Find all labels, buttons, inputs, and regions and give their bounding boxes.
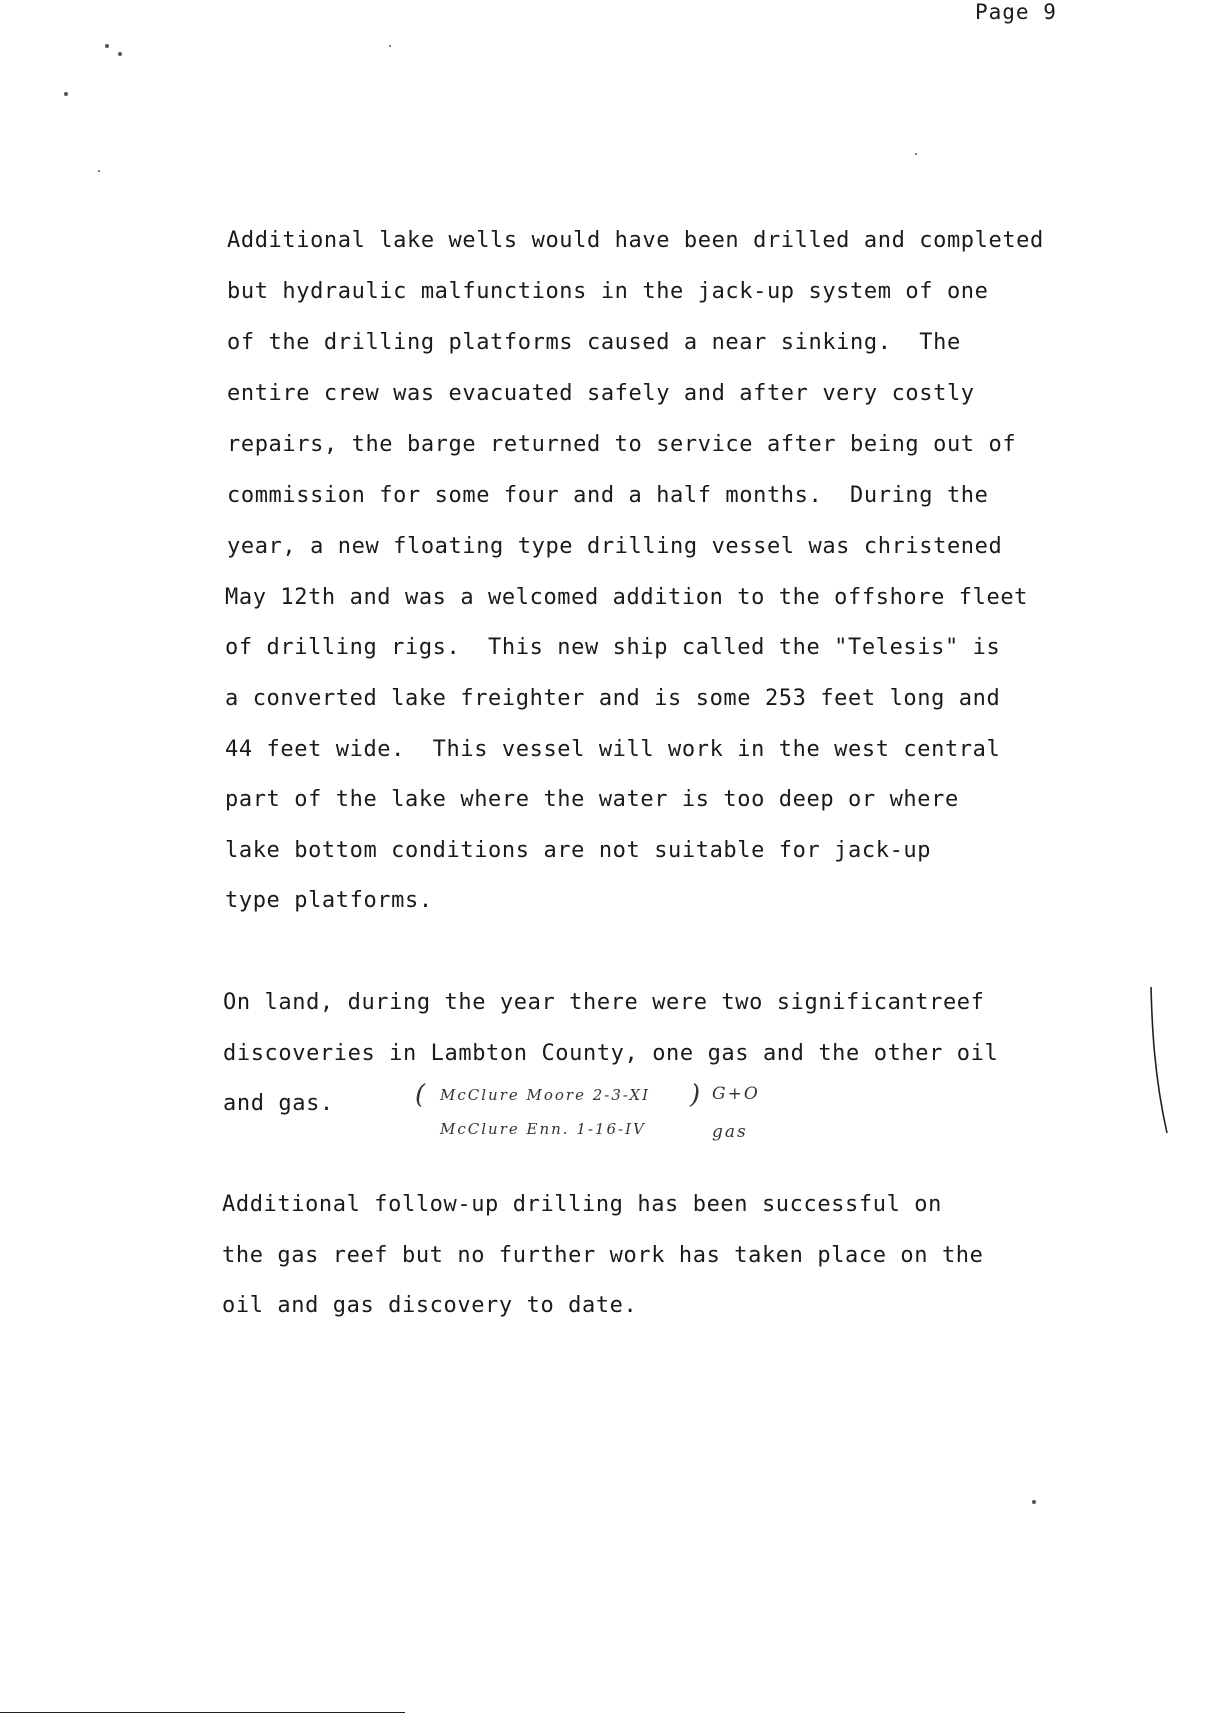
text-line: but hydraulic malfunctions in the jack-up system of one	[227, 279, 989, 304]
scan-speck	[98, 170, 100, 172]
handwritten-open-paren: (	[415, 1080, 426, 1110]
handwritten-line-1-suffix: G+O	[712, 1084, 760, 1104]
page-number: Page 9	[975, 0, 1057, 24]
text-line: type platforms.	[225, 888, 433, 913]
text-line: May 12th and was a welcomed addition to the offshore fleet	[225, 585, 1029, 610]
scan-speck	[915, 153, 917, 155]
text-line: lake bottom conditions are not suitable for jack-up	[225, 838, 932, 863]
handwritten-close-paren: )	[690, 1080, 701, 1110]
text-line: Additional follow-up drilling has been successful on	[222, 1192, 942, 1217]
text-line: repairs, the barge returned to service after being out of	[227, 432, 1017, 457]
text-line: the gas reef but no further work has taken place on the	[222, 1243, 984, 1268]
scan-speck	[105, 44, 109, 48]
scan-speck	[389, 45, 391, 47]
text-line: part of the lake where the water is too deep or where	[225, 787, 959, 812]
scan-speck	[1032, 1500, 1036, 1504]
text-line: of the drilling platforms caused a near sinking. The	[227, 330, 961, 355]
text-line: On land, during the year there were two significantreef	[223, 990, 985, 1015]
text-line: discoveries in Lambton County, one gas and the other oil	[223, 1041, 999, 1066]
text-line: entire crew was evacuated safely and after very costly	[227, 381, 975, 406]
text-line: oil and gas discovery to date.	[222, 1293, 638, 1318]
text-line: 44 feet wide. This vessel will work in the west central	[225, 737, 1001, 762]
handwritten-line-1: McClure Moore 2-3-XI	[440, 1086, 651, 1104]
scan-speck	[118, 52, 122, 56]
text-line: commission for some four and a half months. During the	[227, 483, 989, 508]
margin-bracket-mark	[1148, 985, 1170, 1135]
text-line: a converted lake freighter and is some 253 feet long and	[225, 686, 1001, 711]
text-line: year, a new floating type drilling vessel was christened	[227, 534, 1003, 559]
scan-speck	[64, 92, 68, 96]
text-line: Additional lake wells would have been drilled and completed	[227, 228, 1044, 253]
text-line: of drilling rigs. This new ship called the "Telesis" is	[225, 635, 1001, 660]
footer-rule	[0, 1712, 405, 1713]
text-line: and gas.	[223, 1091, 334, 1116]
handwritten-line-2-suffix: gas	[712, 1122, 748, 1142]
handwritten-line-2: McClure Enn. 1-16-IV	[440, 1120, 646, 1138]
